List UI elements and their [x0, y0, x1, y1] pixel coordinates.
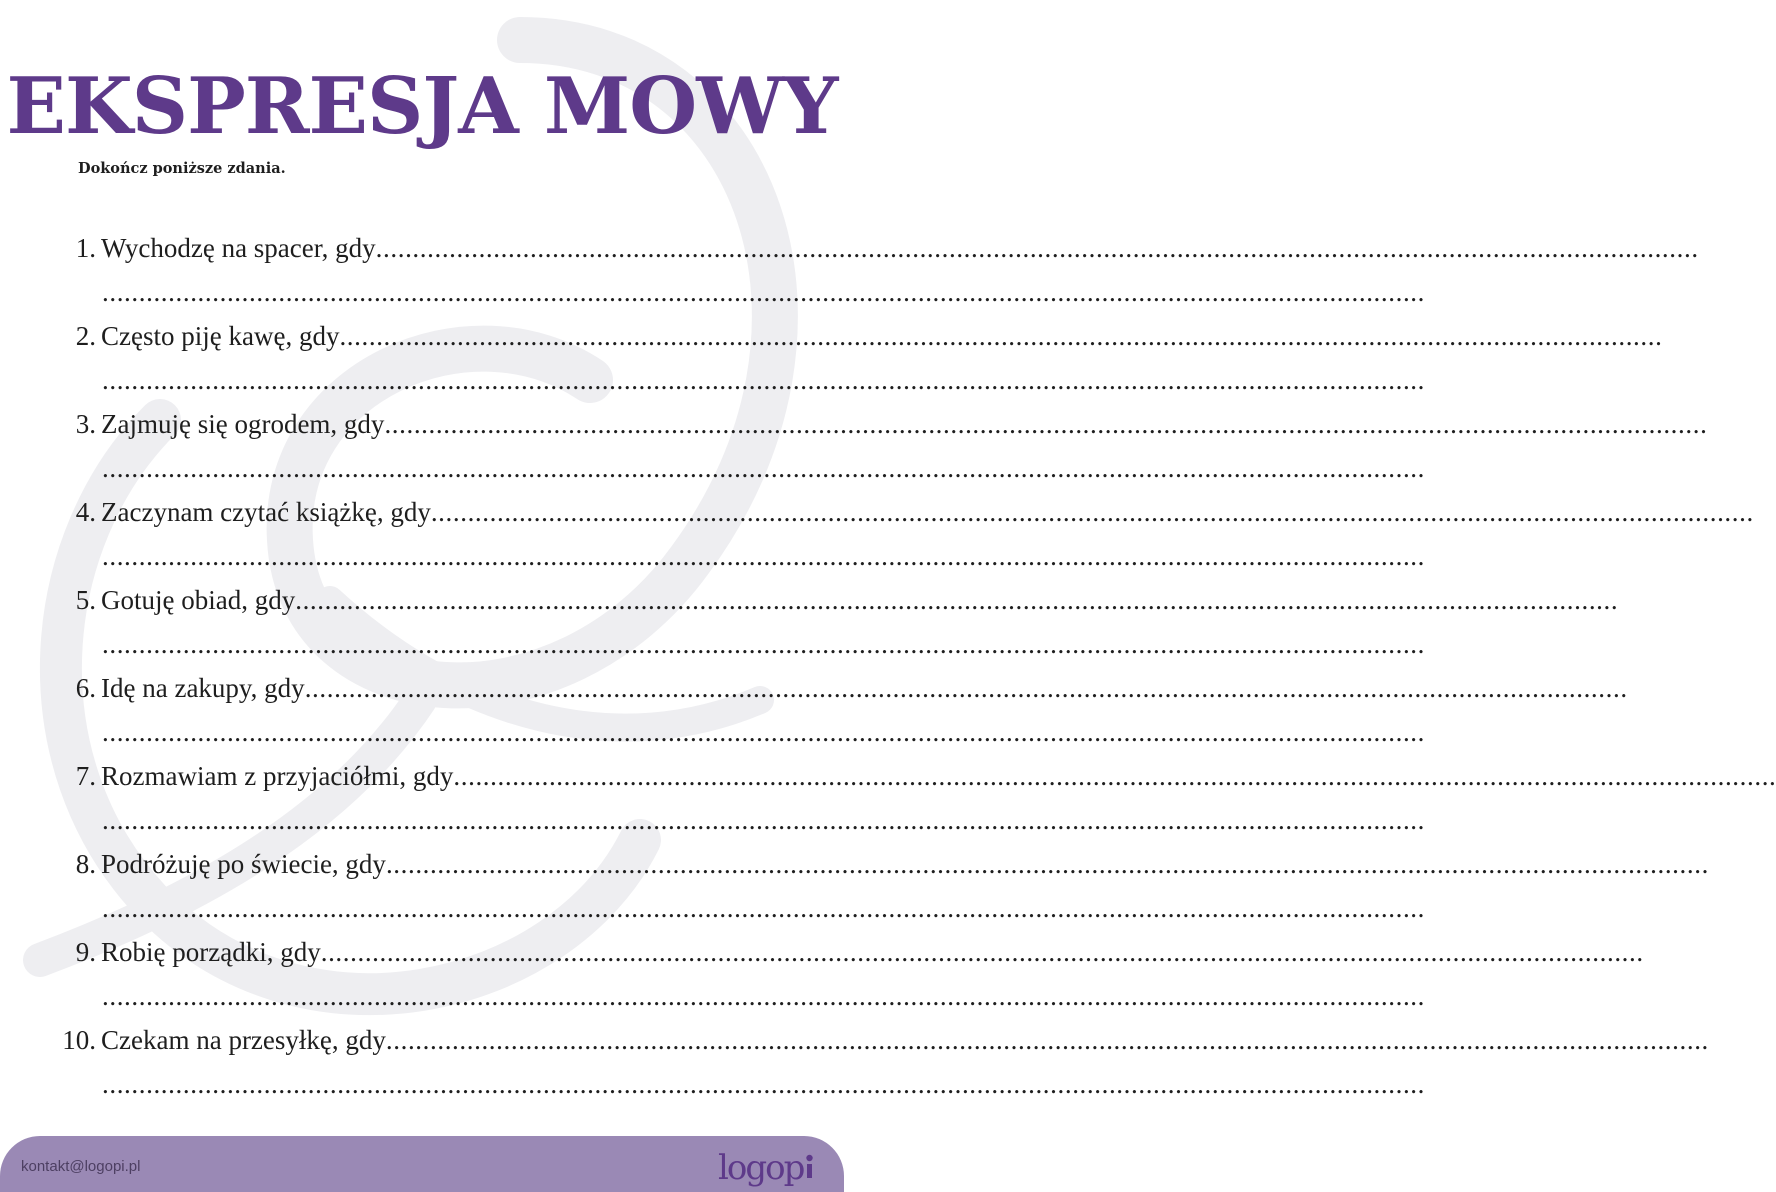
answer-line-continuation[interactable]: ....................................................................................................................................................................................	[102, 717, 1425, 747]
logopi-logo	[718, 1148, 816, 1188]
list-item	[0, 1018, 1709, 1106]
list-item	[0, 490, 1754, 578]
sentence-start: Czekam na przesyłkę, gdy	[101, 1025, 386, 1055]
answer-line-continuation[interactable]: ....................................................................................................................................................................................	[102, 365, 1425, 395]
sentence-start: Podróżuję po świecie, gdy	[101, 849, 386, 879]
sentence-start: Wychodzę na spacer, gdy	[101, 233, 376, 263]
answer-line-continuation[interactable]: ....................................................................................................................................................................................	[102, 805, 1425, 835]
dotted-fill: ....................................................................................................................................................................................	[304, 673, 1628, 703]
answer-line[interactable]	[101, 406, 1708, 442]
answer-line-continuation[interactable]: ....................................................................................................................................................................................	[102, 277, 1425, 307]
answer-line[interactable]	[101, 846, 1709, 882]
footer-bar	[0, 1136, 844, 1192]
sentence-start: Rozmawiam z przyjaciółmi, gdy	[101, 761, 454, 791]
list-item	[0, 842, 1709, 930]
answer-line[interactable]	[101, 494, 1754, 530]
item-number: 2.	[75, 321, 96, 351]
sentence-start: Gotuję obiad, gdy	[101, 585, 296, 615]
list-item	[0, 314, 1663, 402]
dotted-fill: ....................................................................................................................................................................................	[430, 497, 1754, 527]
dotted-fill: ....................................................................................................................................................................................	[375, 233, 1699, 263]
item-number: 6.	[75, 673, 96, 703]
list-item	[0, 402, 1708, 490]
answer-line-continuation[interactable]: ....................................................................................................................................................................................	[102, 1069, 1425, 1099]
answer-line[interactable]	[101, 582, 1619, 618]
sentence-start: Zajmuję się ogrodem, gdy	[101, 409, 385, 439]
answer-line[interactable]	[101, 758, 1776, 794]
answer-line[interactable]	[101, 1022, 1709, 1058]
answer-line-continuation[interactable]: ....................................................................................................................................................................................	[102, 541, 1425, 571]
sentence-start: Zaczynam czytać książkę, gdy	[101, 497, 431, 527]
dotted-fill: ....................................................................................................................................................................................	[385, 1025, 1709, 1055]
answer-line-continuation[interactable]: ....................................................................................................................................................................................	[102, 453, 1425, 483]
answer-line-continuation[interactable]: ....................................................................................................................................................................................	[102, 629, 1425, 659]
contact-email[interactable]: kontakt@logopi.pl	[21, 1158, 141, 1175]
answer-line[interactable]	[101, 230, 1699, 266]
item-number: 1.	[75, 233, 96, 263]
list-item	[0, 754, 1776, 842]
dotted-fill: ....................................................................................................................................................................................	[295, 585, 1619, 615]
answer-line[interactable]	[101, 670, 1628, 706]
item-number: 8.	[75, 849, 96, 879]
dotted-fill: ....................................................................................................................................................................................	[339, 321, 1663, 351]
sentence-start: Często piję kawę, gdy	[101, 321, 340, 351]
answer-line-continuation[interactable]: ....................................................................................................................................................................................	[102, 981, 1425, 1011]
sentence-start: Idę na zakupy, gdy	[101, 673, 305, 703]
answer-line[interactable]	[101, 934, 1644, 970]
dotted-fill: ....................................................................................................................................................................................	[320, 937, 1644, 967]
sentence-start: Robię porządki, gdy	[101, 937, 321, 967]
dotted-fill: ....................................................................................................................................................................................	[453, 761, 1776, 791]
list-item	[0, 226, 1699, 314]
item-number: 5.	[75, 585, 96, 615]
dotted-fill: ....................................................................................................................................................................................	[384, 409, 1708, 439]
page-title: EKSPRESJA MOWY	[6, 61, 838, 152]
answer-line[interactable]	[101, 318, 1663, 354]
item-number: 3.	[75, 409, 96, 439]
item-number: 4.	[75, 497, 96, 527]
list-item	[0, 930, 1644, 1018]
dotted-fill: ....................................................................................................................................................................................	[385, 849, 1709, 879]
list-item	[0, 578, 1619, 666]
answer-line-continuation[interactable]: ....................................................................................................................................................................................	[102, 893, 1425, 923]
item-number: 7.	[75, 761, 96, 791]
instruction-text: Dokończ poniższe zdania.	[78, 160, 286, 177]
list-item	[0, 666, 1628, 754]
item-number: 9.	[75, 937, 96, 967]
svg-text:logop: logop	[718, 1148, 804, 1188]
item-number: 10.	[62, 1025, 96, 1055]
